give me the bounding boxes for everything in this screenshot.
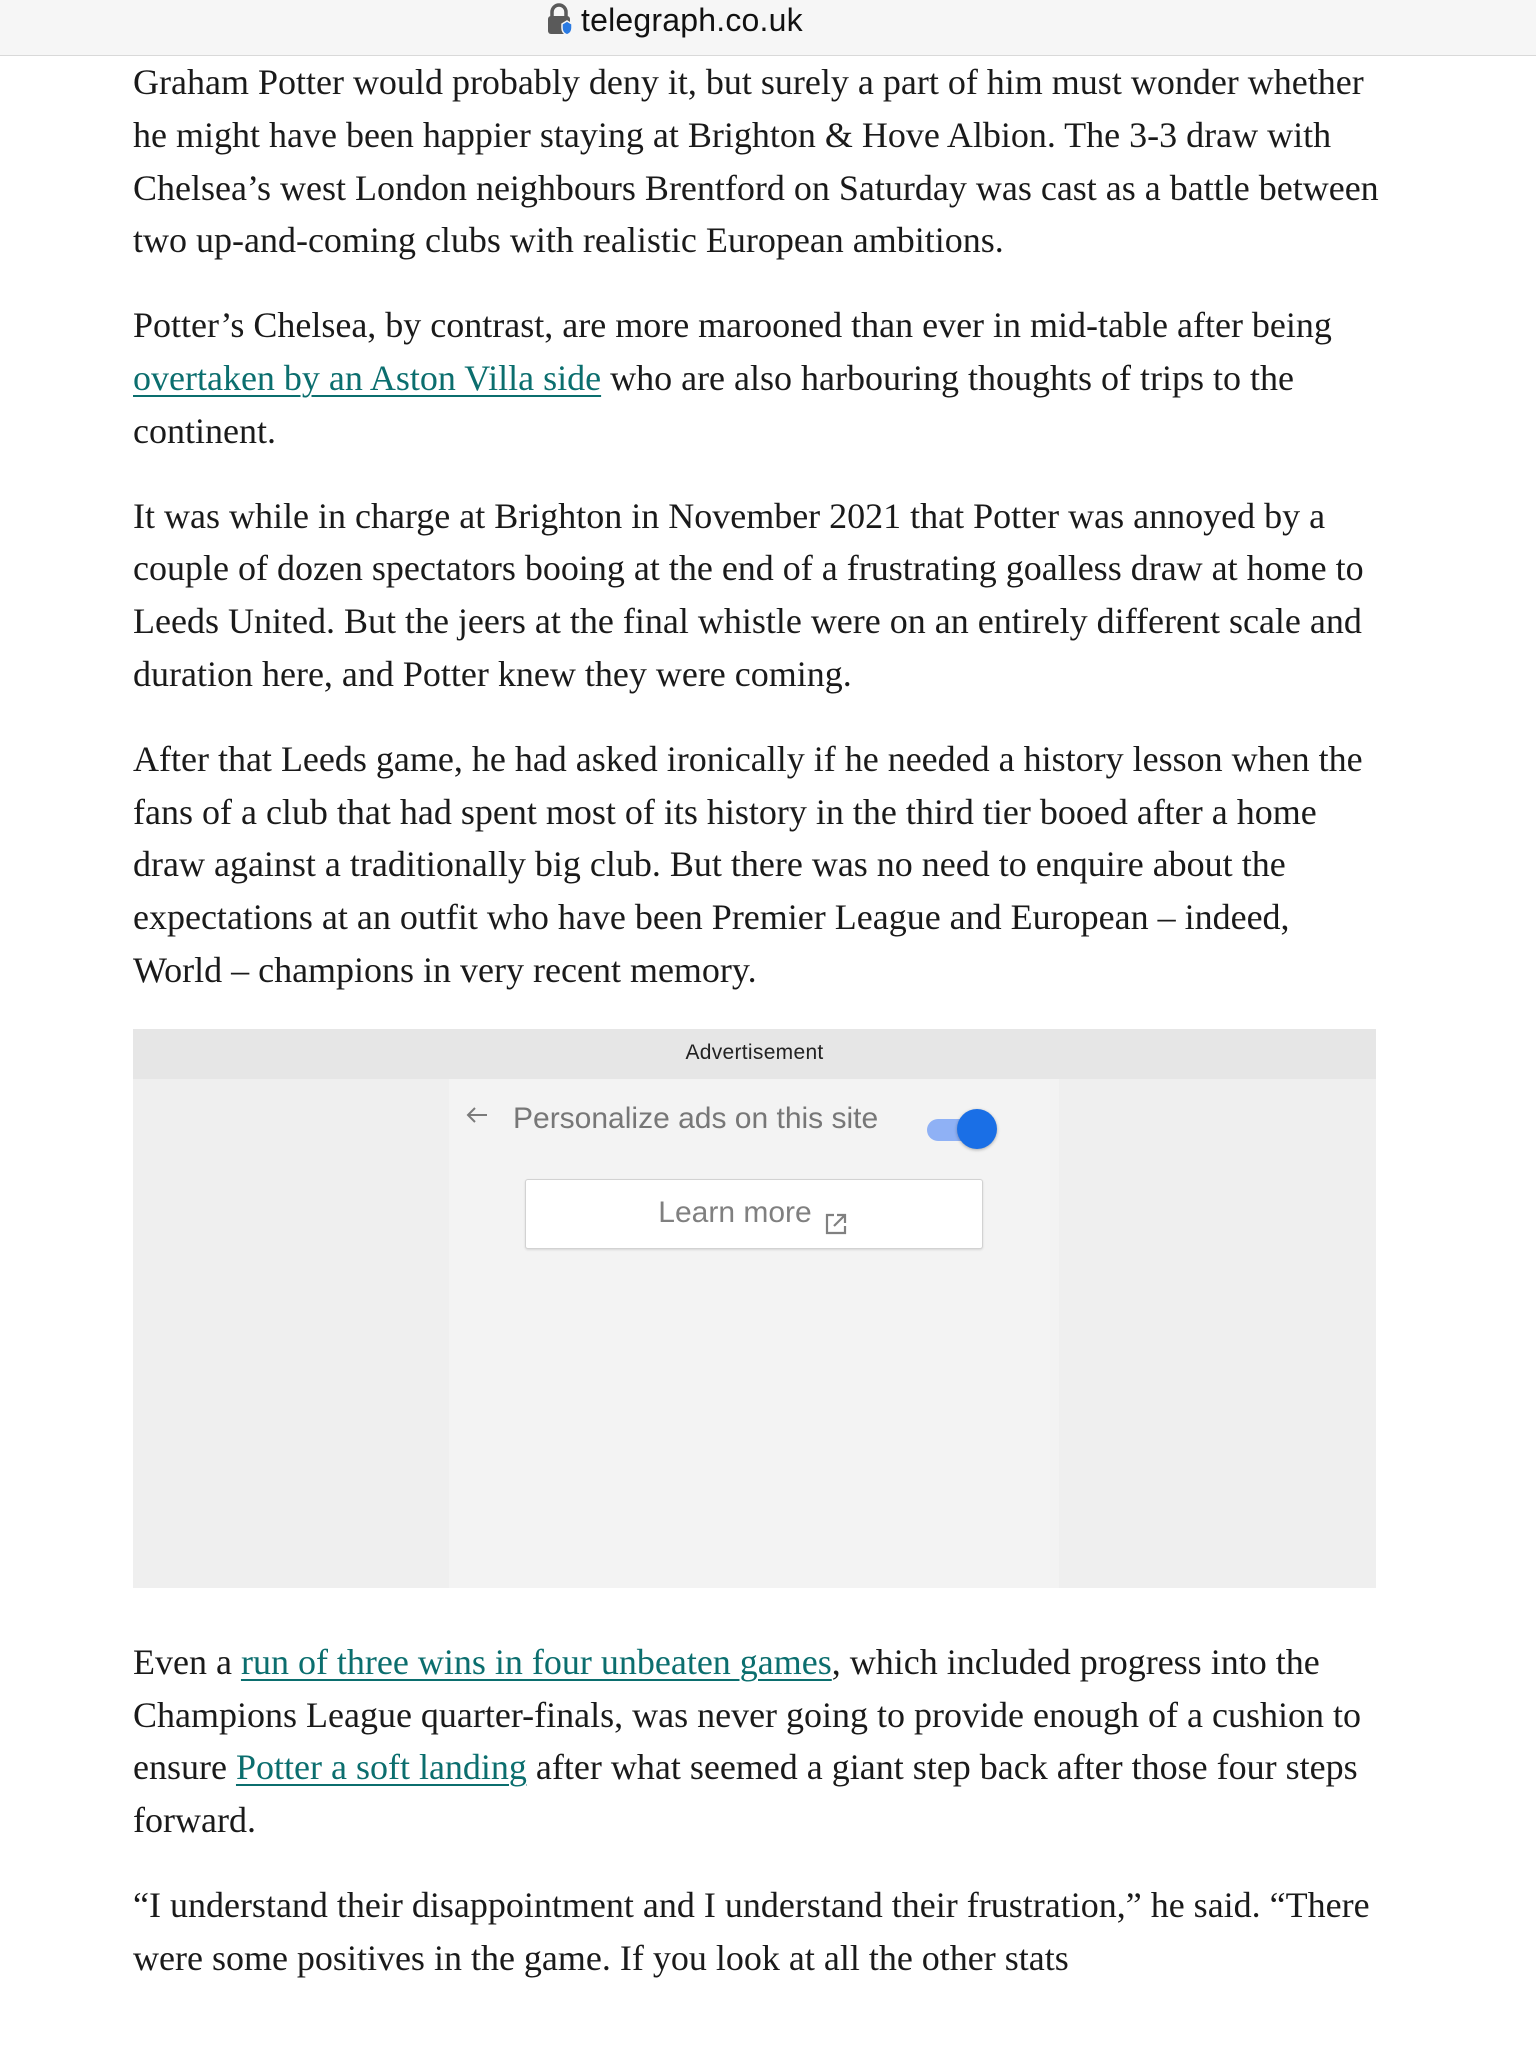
advertisement-block [133,1029,1376,1588]
article-paragraph-2 [133,299,1383,457]
paragraph-text: after what seemed a giant step back after those four steps forward. [133,1747,1358,1841]
address-bar-content[interactable] [545,0,803,40]
paragraph-text: Even a [133,1641,241,1682]
article-paragraph-1: Graham Potter would probably deny it, but surely a part of him must wonder whether he might have been happier staying at Brighton & Hove Albion. The 3-3 draw with Chelsea’s west London neighbours Brentford on Saturday was cast as a battle between two up-and-coming clubs with realistic European ambitions. [133,62,1379,261]
advertisement-header [133,1029,1376,1079]
paragraph-text: who are also harbouring thoughts of trips to the continent. [133,357,1294,451]
run-of-wins-link[interactable]: run of three wins in four unbeaten games [240,1641,832,1682]
personalize-ads-toggle[interactable] [923,1109,999,1149]
paragraph-text: Potter’s Chelsea, by contrast, are more marooned than ever in mid-table after being [133,305,1332,346]
browser-address-bar[interactable] [0,0,1536,56]
paragraph-text: , which included progress into the Champions League quarter-finals, was never going to provide enough of a cushion to ensure [133,1641,1361,1788]
advertisement-label: Advertisement [685,1041,824,1065]
personalize-ads-label: Personalize ads on this site [513,1101,879,1135]
article-paragraph-3: It was while in charge at Brighton in November 2021 that Potter was annoyed by a couple of dozen spectators booing at the end of a frustrating goalless draw at home to Leeds United. But the jeers at the final whistle were on an entirely different scale and duration here, and Potter knew they were coming. [133,495,1364,694]
article-paragraph-6: “I understand their disappointment and I understand their frustration,” he said. “There were some positives in the game. If you look at all the other stats [133,1884,1370,1978]
learn-more-label: Learn more [658,1196,812,1230]
article-paragraph-4: After that Leeds game, he had asked ironically if he needed a history lesson when the fans of a club that had spent most of its history in the third tier booed after a home draw against a traditionally big club. But there was no need to enquire about the expectations at an outfit who have been Premier League and European – indeed, World – champions in very recent memory. [133,738,1363,990]
aston-villa-link[interactable]: overtaken by an Aston Villa side [133,357,602,398]
external-link-icon [822,1200,850,1228]
soft-landing-link[interactable]: Potter a soft landing [235,1747,527,1788]
article-paragraph-5 [133,1636,1383,1847]
article-body [133,56,1383,2017]
arrow-left-icon[interactable] [463,1091,491,1119]
toggle-knob [957,1109,997,1149]
ad-settings-panel [449,1079,1059,1588]
learn-more-button[interactable] [525,1179,983,1249]
lock-icon [545,2,575,38]
url-text[interactable]: telegraph.co.uk [581,1,803,38]
